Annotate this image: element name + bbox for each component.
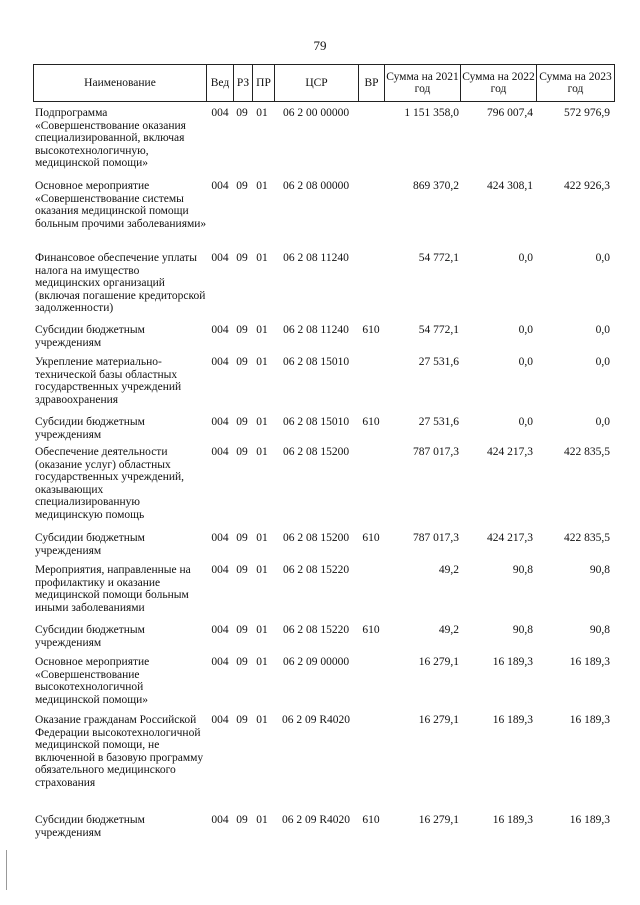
row-sum-2021: 787 017,3 xyxy=(413,532,459,544)
row-pr: 01 xyxy=(256,624,268,636)
row-sum-2023: 422 835,5 xyxy=(564,446,610,458)
row-sum-2022: 0,0 xyxy=(518,416,533,428)
row-csr: 06 2 08 15200 xyxy=(282,446,350,458)
row-sum-2023: 16 189,3 xyxy=(569,714,610,726)
row-csr: 06 2 08 15010 xyxy=(282,416,350,428)
row-name: Субсидии бюджетным учреждениям xyxy=(35,814,145,839)
row-ved: 004 xyxy=(211,446,229,458)
row-pr: 01 xyxy=(256,356,268,368)
row-sum-2021: 787 017,3 xyxy=(413,446,459,458)
row-csr: 06 2 08 15220 xyxy=(282,564,350,576)
row-sum-2021: 49,2 xyxy=(438,564,459,576)
row-sum-2022: 16 189,3 xyxy=(492,714,533,726)
row-csr: 06 2 08 15220 xyxy=(282,624,350,636)
header-sum-2021: Сумма на 2021 год xyxy=(385,65,461,101)
row-rz: 09 xyxy=(236,324,248,336)
row-sum-2023: 16 189,3 xyxy=(569,656,610,668)
row-sum-2022: 424 217,3 xyxy=(487,532,533,544)
row-sum-2023: 422 926,3 xyxy=(564,180,610,192)
row-csr: 06 2 08 15010 xyxy=(282,356,350,368)
row-ved: 004 xyxy=(211,714,229,726)
row-sum-2023: 0,0 xyxy=(595,356,610,368)
row-name: Обеспечение деятельности (оказание услуг) областных государственных учреждений, оказывающих специализированную медицинскую помощь xyxy=(35,446,185,521)
row-pr: 01 xyxy=(256,814,268,826)
header-pr: ПР xyxy=(253,65,275,101)
row-name: Основное мероприятие «Совершенствование высокотехнологичной медицинской помощи» xyxy=(35,656,150,706)
row-vr: 610 xyxy=(362,532,380,544)
row-name: Субсидии бюджетным учреждениям xyxy=(35,324,145,349)
row-ved: 004 xyxy=(211,656,229,668)
row-sum-2021: 1 151 358,0 xyxy=(404,107,459,119)
row-name: Субсидии бюджетным учреждениям xyxy=(35,416,145,441)
row-name: Основное мероприятие «Совершенствование системы оказания медицинской помощи больным прочими заболеваниями» xyxy=(35,180,207,230)
row-csr: 06 2 09 R4020 xyxy=(281,714,351,726)
row-rz: 09 xyxy=(236,814,248,826)
row-csr: 06 2 08 00000 xyxy=(282,180,350,192)
row-sum-2023: 422 835,5 xyxy=(564,532,610,544)
row-rz: 09 xyxy=(236,356,248,368)
row-name: Субсидии бюджетным учреждениям xyxy=(35,532,145,557)
row-name: Финансовое обеспечение уплаты налога на имущество медицинских организаций (включая погашение кредиторской задолженности) xyxy=(35,252,206,315)
row-csr: 06 2 08 15200 xyxy=(282,532,350,544)
row-sum-2021: 54 772,1 xyxy=(418,252,459,264)
row-ved: 004 xyxy=(211,252,229,264)
row-pr: 01 xyxy=(256,252,268,264)
row-sum-2022: 90,8 xyxy=(512,564,533,576)
row-pr: 01 xyxy=(256,656,268,668)
row-pr: 01 xyxy=(256,532,268,544)
row-sum-2021: 869 370,2 xyxy=(413,180,459,192)
row-sum-2022: 424 217,3 xyxy=(487,446,533,458)
row-name: Укрепление материально-технической базы областных государственных учреждений здравоохранения xyxy=(35,356,182,406)
row-pr: 01 xyxy=(256,107,268,119)
row-sum-2022: 424 308,1 xyxy=(487,180,533,192)
row-name: Субсидии бюджетным учреждениям xyxy=(35,624,145,649)
row-ved: 004 xyxy=(211,356,229,368)
row-sum-2022: 0,0 xyxy=(518,356,533,368)
row-sum-2023: 0,0 xyxy=(595,416,610,428)
row-pr: 01 xyxy=(256,324,268,336)
header-ved: Вед xyxy=(207,65,234,101)
row-name: Оказание гражданам Российской Федерации высокотехнологичной медицинской помощи, не включенной в базовую программу обязательного медицинского страхования xyxy=(35,714,204,789)
row-sum-2022: 16 189,3 xyxy=(492,814,533,826)
row-name: Подпрограмма «Совершенствование оказания специализированной, включая высокотехнологичную, медицинской помощи» xyxy=(35,107,186,170)
row-sum-2022: 90,8 xyxy=(512,624,533,636)
row-ved: 004 xyxy=(211,180,229,192)
row-vr: 610 xyxy=(362,624,380,636)
row-ved: 004 xyxy=(211,107,229,119)
header-csr: ЦСР xyxy=(275,65,359,101)
row-ved: 004 xyxy=(211,564,229,576)
row-rz: 09 xyxy=(236,416,248,428)
row-rz: 09 xyxy=(236,532,248,544)
row-sum-2021: 49,2 xyxy=(438,624,459,636)
scan-margin-mark xyxy=(6,850,7,890)
row-ved: 004 xyxy=(211,416,229,428)
page-number: 79 xyxy=(313,38,327,53)
row-csr: 06 2 08 11240 xyxy=(283,252,349,264)
table-body xyxy=(0,102,640,862)
row-csr: 06 2 09 R4020 xyxy=(281,814,351,826)
row-sum-2022: 0,0 xyxy=(518,324,533,336)
row-vr: 610 xyxy=(362,814,380,826)
row-rz: 09 xyxy=(236,446,248,458)
row-ved: 004 xyxy=(211,324,229,336)
row-pr: 01 xyxy=(256,416,268,428)
row-vr: 610 xyxy=(362,324,380,336)
header-rz: РЗ xyxy=(234,65,253,101)
header-sum-2022: Сумма на 2022 год xyxy=(461,65,537,101)
row-pr: 01 xyxy=(256,180,268,192)
row-rz: 09 xyxy=(236,656,248,668)
row-sum-2021: 16 279,1 xyxy=(418,714,459,726)
row-pr: 01 xyxy=(256,564,268,576)
row-rz: 09 xyxy=(236,564,248,576)
row-sum-2021: 54 772,1 xyxy=(418,324,459,336)
row-name: Мероприятия, направленные на профилактику и оказание медицинской помощи больным иными заболеваниями xyxy=(35,564,191,614)
row-sum-2022: 0,0 xyxy=(518,252,533,264)
row-sum-2023: 0,0 xyxy=(595,252,610,264)
row-csr: 06 2 08 11240 xyxy=(283,324,349,336)
header-vr: ВР xyxy=(359,65,385,101)
row-sum-2023: 90,8 xyxy=(589,624,610,636)
row-sum-2023: 90,8 xyxy=(589,564,610,576)
row-ved: 004 xyxy=(211,814,229,826)
row-ved: 004 xyxy=(211,532,229,544)
row-sum-2023: 16 189,3 xyxy=(569,814,610,826)
header-sum-2023: Сумма на 2023 год xyxy=(539,71,612,95)
row-sum-2023: 0,0 xyxy=(595,324,610,336)
row-csr: 06 2 09 00000 xyxy=(282,656,350,668)
row-sum-2021: 27 531,6 xyxy=(418,416,459,428)
row-sum-2021: 16 279,1 xyxy=(418,656,459,668)
row-pr: 01 xyxy=(256,446,268,458)
table-header xyxy=(33,64,615,102)
row-ved: 004 xyxy=(211,624,229,636)
row-csr: 06 2 00 00000 xyxy=(282,107,350,119)
row-sum-2021: 27 531,6 xyxy=(418,356,459,368)
row-rz: 09 xyxy=(236,714,248,726)
row-sum-2021: 16 279,1 xyxy=(418,814,459,826)
row-sum-2023: 572 976,9 xyxy=(564,107,610,119)
row-rz: 09 xyxy=(236,252,248,264)
row-rz: 09 xyxy=(236,107,248,119)
row-sum-2022: 796 007,4 xyxy=(487,107,533,119)
row-rz: 09 xyxy=(236,624,248,636)
header-name: Наименование xyxy=(34,65,207,101)
row-pr: 01 xyxy=(256,714,268,726)
row-vr: 610 xyxy=(362,416,380,428)
row-sum-2022: 16 189,3 xyxy=(492,656,533,668)
row-rz: 09 xyxy=(236,180,248,192)
